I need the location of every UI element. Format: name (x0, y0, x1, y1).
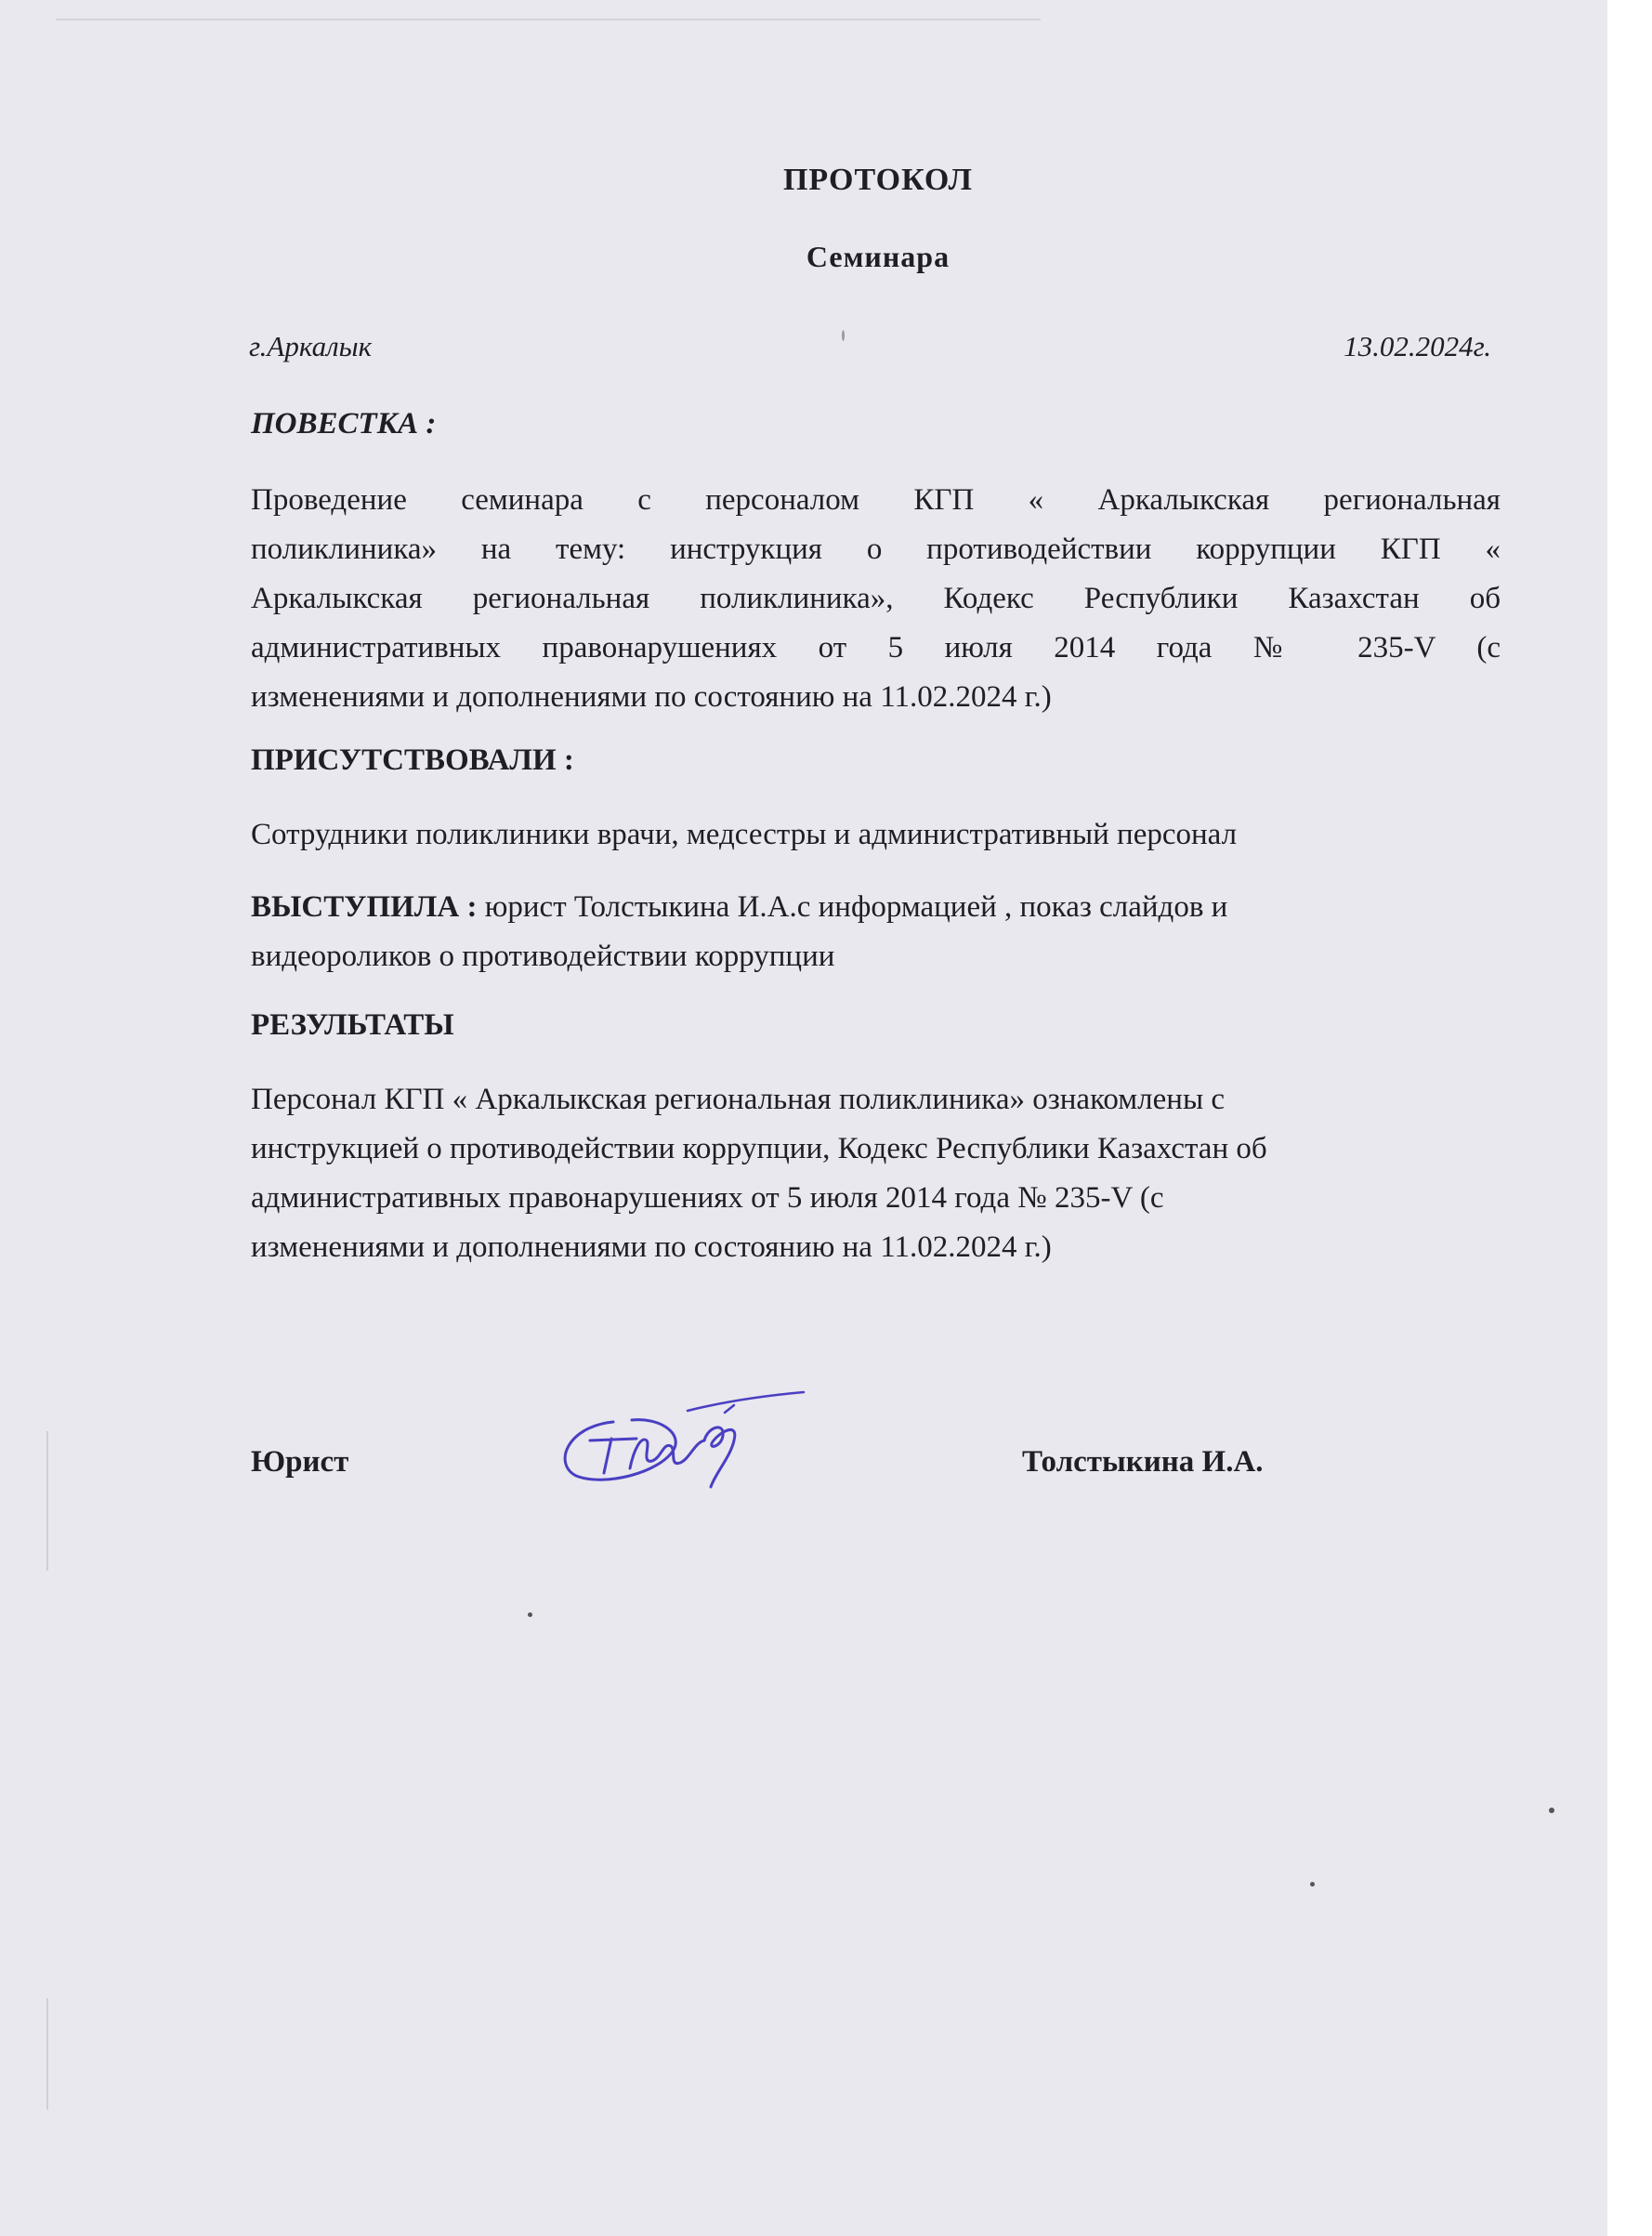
agenda-heading: ПОВЕСТКА : (251, 407, 437, 441)
results-heading: РЕЗУЛЬТАТЫ (251, 1008, 454, 1042)
present-text (251, 810, 1501, 860)
scan-edge-mark (46, 1431, 48, 1571)
scan-speck (1549, 1808, 1554, 1813)
agenda-line: административных правонарушениях от 5 июля 2014 года № 235-V (с (251, 631, 1501, 664)
scan-speck (1310, 1882, 1315, 1887)
handwritten-signature (548, 1385, 818, 1496)
signature-role: Юрист (251, 1445, 349, 1479)
speaker-text (251, 883, 1501, 981)
present-line: Сотрудники поликлиники врачи, медсестры и административный персонал (251, 818, 1238, 851)
results-line: административных правонарушениях от 5 июля 2014 года № 235-V (с (251, 1181, 1164, 1215)
agenda-line: Проведение семинара с персоналом КГП « Аркалыкская региональная (251, 483, 1501, 517)
speaker-line: юрист Толстыкина И.А.с информацией , показ слайдов и (477, 890, 1228, 924)
results-line: инструкцией о противодействии коррупции, Кодекс Республики Казахстан об (251, 1132, 1267, 1165)
signature-name: Толстыкина И.А. (1022, 1445, 1264, 1479)
agenda-line: Аркалыкская региональная поликлиника», Кодекс Республики Казахстан об (251, 582, 1501, 615)
document-title: ПРОТОКОЛ (782, 163, 974, 197)
present-heading: ПРИСУТСТВОВАЛИ : (251, 743, 574, 777)
results-line: изменениями и дополнениями по состоянию на 11.02.2024 г.) (251, 1230, 1052, 1264)
scan-edge-mark (46, 1998, 48, 2110)
results-text (251, 1075, 1501, 1272)
document-subtitle: Семинара (806, 240, 951, 273)
date: 13.02.2024г. (1344, 330, 1491, 362)
agenda-line: поликлиника» на тему: инструкция о противодействии коррупции КГП « (251, 533, 1501, 566)
speaker-line: видеороликов о противодействии коррупции (251, 940, 835, 973)
speaker-label: ВЫСТУПИЛА : (251, 890, 478, 924)
scan-edge-line (56, 19, 1041, 20)
agenda-line: изменениями и дополнениями по состоянию на 11.02.2024 г.) (251, 680, 1052, 714)
results-line: Персонал КГП « Аркалыкская региональная поликлиника» ознакомлены с (251, 1083, 1226, 1116)
city: г.Аркалык (249, 330, 373, 362)
scan-speck (528, 1612, 532, 1617)
scan-speck (842, 330, 845, 341)
agenda-text (251, 476, 1501, 722)
